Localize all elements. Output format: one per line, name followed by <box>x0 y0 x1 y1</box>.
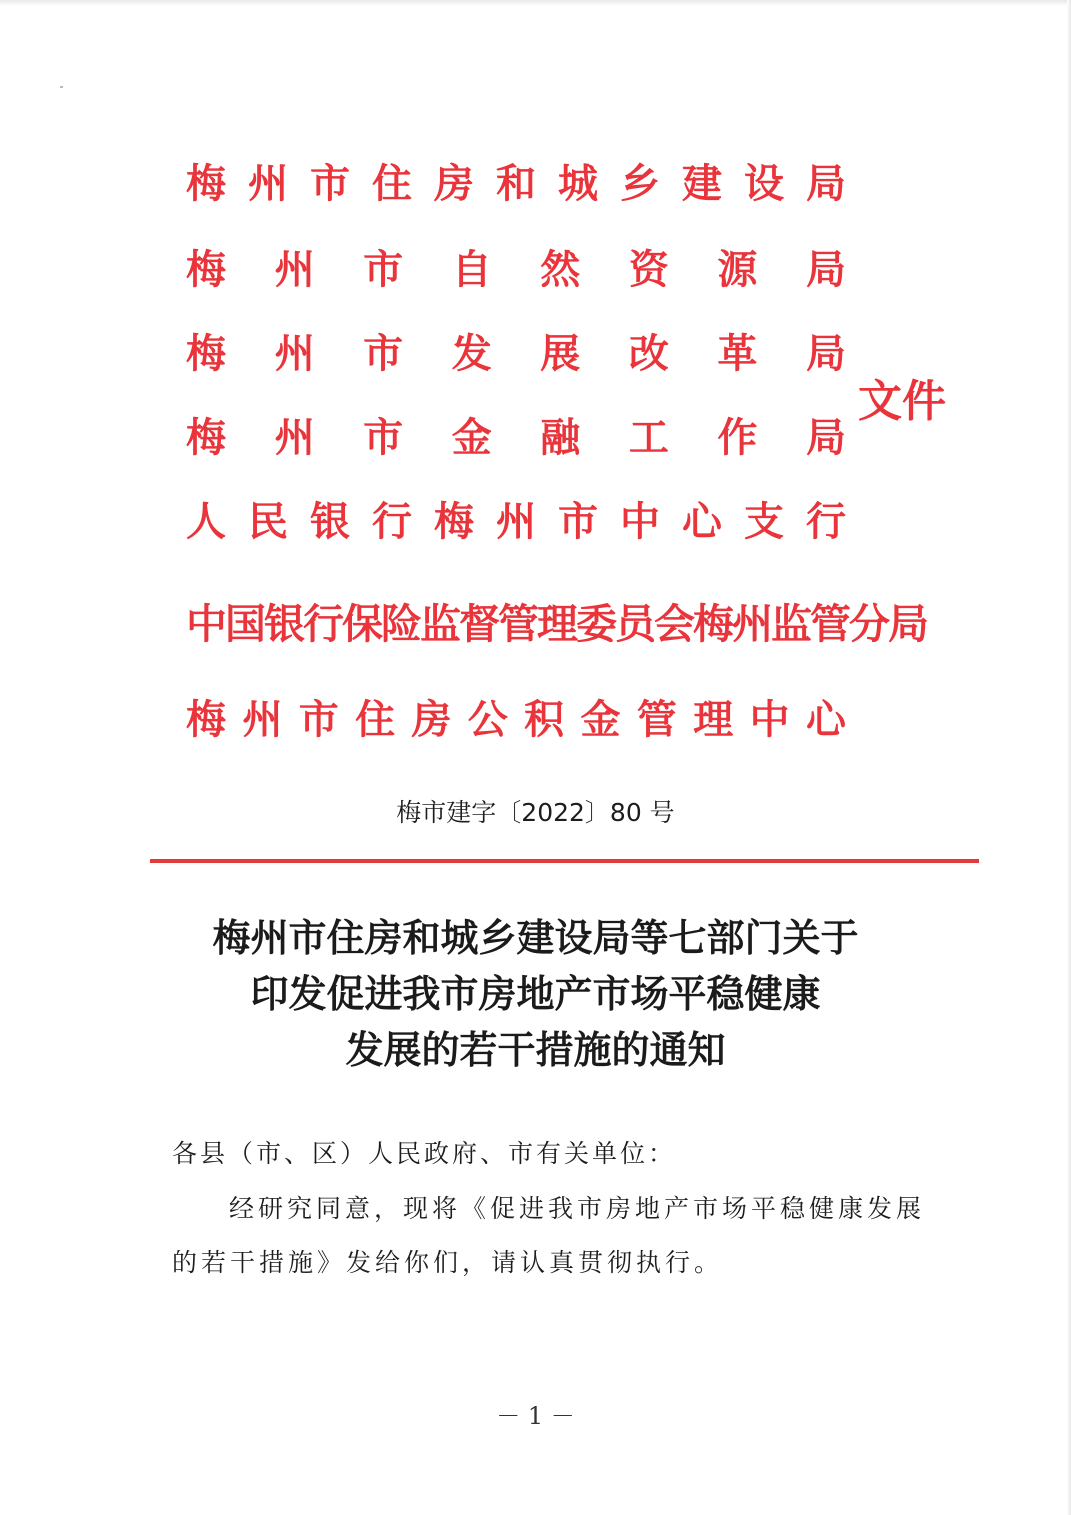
issuer-line <box>186 696 846 744</box>
issuer-char: 管 <box>498 600 537 648</box>
issuer-line <box>186 414 846 462</box>
issuer-char: 督 <box>459 600 498 648</box>
issuer-char: 建 <box>682 160 722 207</box>
issuer-char: 设 <box>744 160 784 207</box>
issuer-char: 行 <box>806 498 846 545</box>
issuer-char: 然 <box>540 246 581 293</box>
issuer-char: 融 <box>540 414 581 461</box>
issuer-char: 市 <box>363 414 404 461</box>
issuer-char: 梅 <box>434 498 474 545</box>
issuer-char: 改 <box>628 330 669 377</box>
issuer-char: 局 <box>805 246 846 293</box>
issuer-char: 理 <box>693 696 734 743</box>
issuer-char: 中 <box>620 498 660 545</box>
issuer-char: 局 <box>888 600 927 648</box>
issuer-char: 展 <box>540 330 581 377</box>
issuer-char: 理 <box>537 600 576 648</box>
issuer-char: 州 <box>248 160 288 207</box>
issuer-line <box>186 600 927 648</box>
issuer-char: 银 <box>310 498 350 545</box>
issuer-line <box>186 330 846 378</box>
issuer-char: 银 <box>264 600 303 648</box>
issuer-char: 金 <box>580 696 621 743</box>
page-number: － 1 － <box>496 1402 575 1430</box>
issuer-char: 国 <box>225 600 264 648</box>
issuer-char: 梅 <box>186 246 226 293</box>
issuer-char: 自 <box>451 246 492 293</box>
issuer-char: 公 <box>467 696 508 743</box>
body-text-line: 经研究同意，现将《促进我市房地产市场平稳健康发展 <box>229 1194 926 1223</box>
issuer-char: 市 <box>298 696 339 743</box>
issuer-char: 市 <box>310 160 350 207</box>
issuer-char: 梅 <box>186 696 226 743</box>
issuer-char: 革 <box>717 330 758 377</box>
issuer-char: 作 <box>717 414 758 461</box>
issuer-char: 州 <box>496 498 536 545</box>
document-title <box>0 910 1071 1078</box>
issuer-char: 行 <box>372 498 412 545</box>
issuer-char: 委 <box>576 600 615 648</box>
issuer-char: 发 <box>451 330 492 377</box>
issuer-char: 金 <box>451 414 492 461</box>
issuer-char: 员 <box>615 600 654 648</box>
issuer-char: 州 <box>274 330 315 377</box>
issuer-char: 管 <box>636 696 677 743</box>
issuer-char: 险 <box>381 600 420 648</box>
issuer-char: 乡 <box>620 160 660 207</box>
issuer-char: 监 <box>420 600 459 648</box>
issuer-char: 保 <box>342 600 381 648</box>
red-separator-line <box>150 859 979 863</box>
document-suffix: 文件 <box>858 376 946 427</box>
issuer-char: 州 <box>732 600 771 648</box>
issuer-char: 积 <box>524 696 565 743</box>
issuer-char: 梅 <box>186 330 226 377</box>
issuer-char: 住 <box>372 160 412 207</box>
issuer-char: 行 <box>303 600 342 648</box>
document-number: 梅市建字〔2022〕80 号 <box>396 798 675 827</box>
issuer-char: 中 <box>186 600 225 648</box>
salutation: 各县（市、区）人民政府、市有关单位： <box>172 1139 677 1168</box>
scan-speck <box>60 86 63 88</box>
issuer-char: 中 <box>749 696 790 743</box>
issuer-char: 梅 <box>186 414 226 461</box>
issuer-char: 工 <box>628 414 669 461</box>
issuer-char: 州 <box>242 696 283 743</box>
scan-edge <box>0 0 1071 6</box>
issuer-char: 房 <box>434 160 474 207</box>
issuer-char: 州 <box>274 246 315 293</box>
title-line: 梅州市住房和城乡建设局等七部门关于 <box>212 915 859 960</box>
issuer-char: 民 <box>248 498 288 545</box>
issuer-char: 监 <box>771 600 810 648</box>
issuer-line <box>186 246 846 294</box>
issuer-char: 房 <box>411 696 452 743</box>
issuer-char: 分 <box>849 600 888 648</box>
issuer-char: 市 <box>363 246 404 293</box>
body-text-line: 的若干措施》发给你们，请认真贯彻执行。 <box>172 1248 724 1277</box>
issuer-char: 梅 <box>693 600 732 648</box>
issuer-char: 梅 <box>186 160 226 207</box>
issuer-char: 心 <box>805 696 846 743</box>
issuer-line <box>186 160 846 208</box>
issuer-char: 住 <box>355 696 396 743</box>
issuer-char: 州 <box>274 414 315 461</box>
issuer-char: 支 <box>744 498 784 545</box>
issuer-char: 心 <box>682 498 722 545</box>
issuer-char: 人 <box>186 498 226 545</box>
title-line: 发展的若干措施的通知 <box>345 1027 726 1072</box>
issuer-char: 和 <box>496 160 536 207</box>
issuer-char: 局 <box>806 160 846 207</box>
issuer-char: 局 <box>805 330 846 377</box>
issuer-char: 市 <box>558 498 598 545</box>
issuer-char: 城 <box>558 160 598 207</box>
issuer-char: 源 <box>717 246 758 293</box>
issuer-char: 市 <box>363 330 404 377</box>
scan-edge <box>1067 0 1071 1515</box>
issuer-char: 局 <box>805 414 846 461</box>
issuer-char: 资 <box>628 246 669 293</box>
issuer-char: 管 <box>810 600 849 648</box>
title-line: 印发促进我市房地产市场平稳健康 <box>250 971 821 1016</box>
issuer-char: 会 <box>654 600 693 648</box>
issuer-line <box>186 498 846 546</box>
